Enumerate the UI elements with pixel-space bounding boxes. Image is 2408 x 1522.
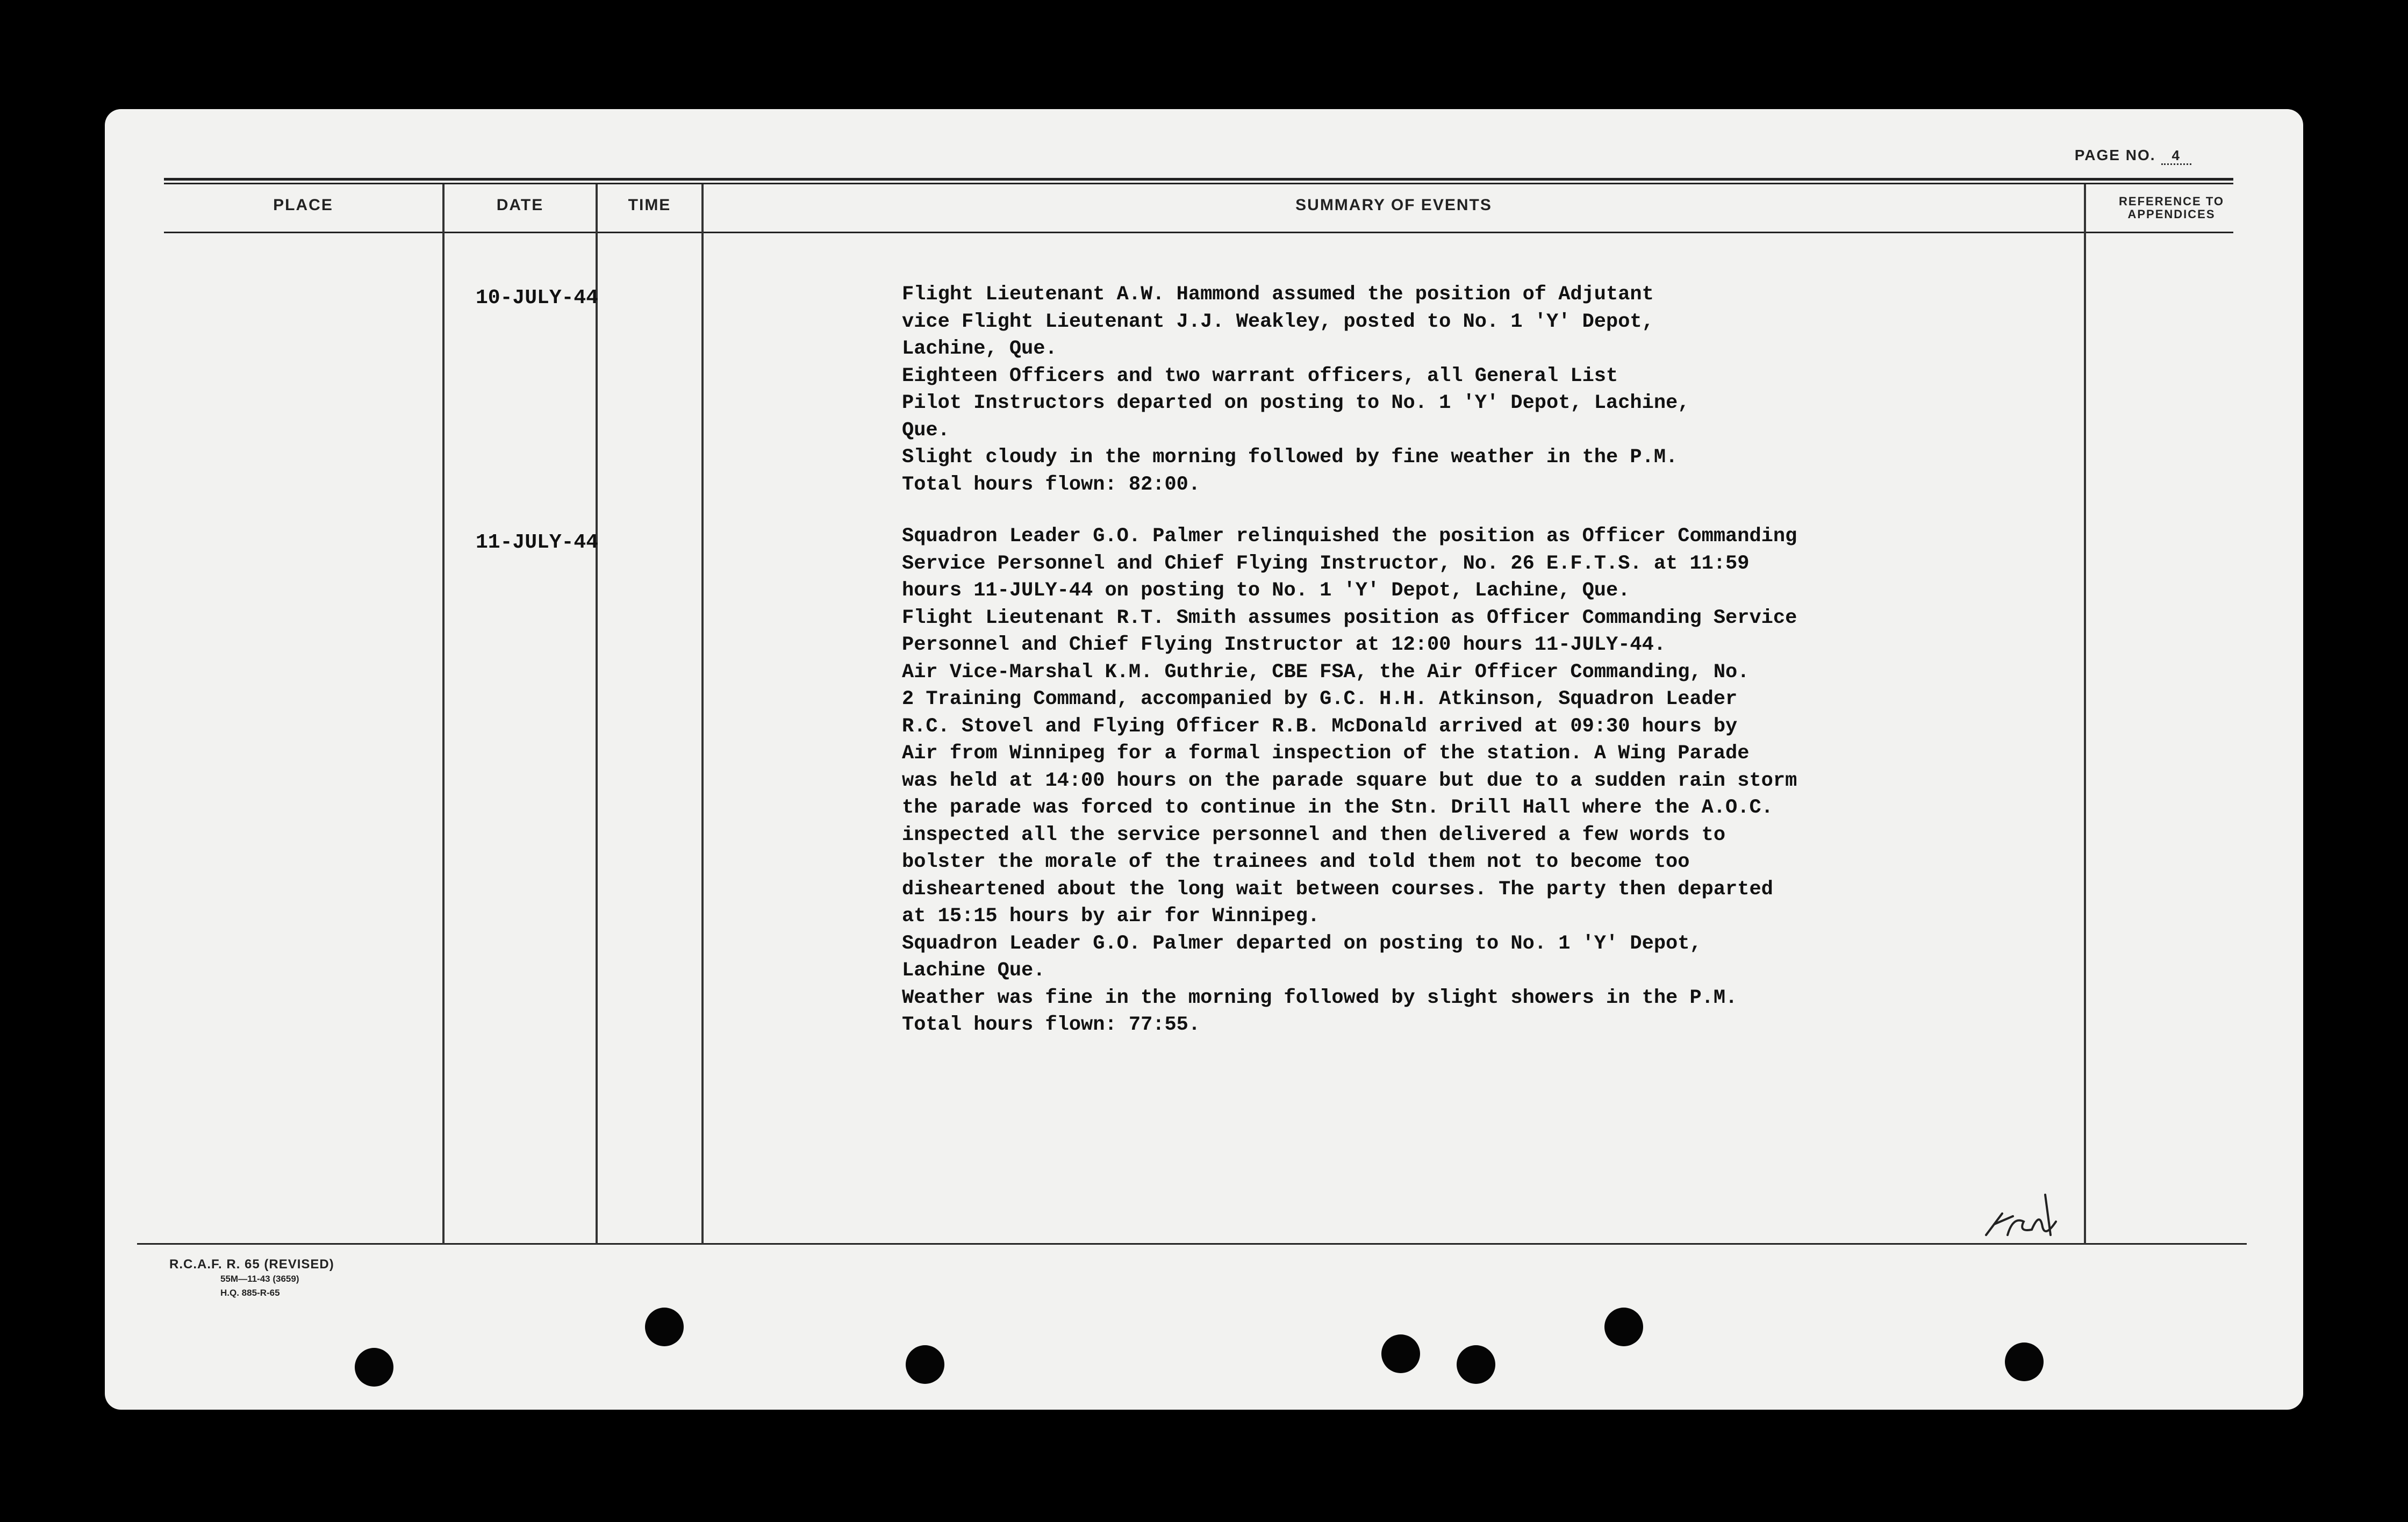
form-number-line: 55M—11-43 (3659) [220, 1274, 299, 1284]
summary-line: Pilot Instructors departed on posting to No. 1 'Y' Depot, Lachine, [902, 392, 1690, 414]
divider-summary-reference [2084, 184, 2086, 1244]
page-number-value: 4 [2161, 147, 2191, 165]
entry-summary [902, 281, 2058, 498]
header-date: DATE [496, 196, 544, 214]
footer-rule [137, 1243, 2247, 1245]
summary-line: at 15:15 hours by air for Winnipeg. [902, 905, 1320, 928]
header-reference: REFERENCE TO APPENDICES [2119, 195, 2224, 221]
page-number [2075, 147, 2191, 164]
divider-time-summary [701, 184, 704, 1244]
divider-date-time [596, 184, 598, 1244]
page-number-label: PAGE NO. [2074, 147, 2156, 163]
summary-line: Flight Lieutenant R.T. Smith assumes position as Officer Commanding Service [902, 606, 1797, 629]
summary-line: Lachine, Que. [902, 338, 1057, 360]
summary-line: Slight cloudy in the morning followed by fine weather in the P.M. [902, 446, 1678, 469]
summary-line: Air Vice-Marshal K.M. Guthrie, CBE FSA, the Air Officer Commanding, No. [902, 661, 1750, 684]
summary-line: Eighteen Officers and two warrant officers, all General List [902, 364, 1618, 387]
entry-summary [902, 523, 2058, 1039]
summary-line: vice Flight Lieutenant J.J. Weakley, posted to No. 1 'Y' Depot, [902, 310, 1654, 333]
summary-line: the parade was forced to continue in the Stn. Drill Hall where the A.O.C. [902, 796, 1773, 819]
punch-hole [355, 1348, 393, 1387]
header-rule-top-2 [164, 183, 2233, 184]
summary-line: Flight Lieutenant A.W. Hammond assumed the position of Adjutant [902, 283, 1654, 306]
punch-hole [1381, 1334, 1420, 1373]
summary-line: was held at 14:00 hours on the parade square but due to a sudden rain storm [902, 769, 1797, 792]
punch-hole [645, 1308, 684, 1346]
form-number-line: R.C.A.F. R. 65 (REVISED) [169, 1257, 334, 1272]
punch-hole [1457, 1345, 1495, 1384]
summary-line: bolster the morale of the trainees and told them not to become too [902, 851, 1690, 873]
form-number [169, 1257, 334, 1300]
punch-hole [1604, 1308, 1643, 1346]
summary-line: Lachine Que. [902, 959, 1045, 982]
summary-line: Weather was fine in the morning followed by slight showers in the P.M. [902, 986, 1738, 1009]
header-summary: SUMMARY OF EVENTS [1295, 196, 1492, 214]
handwritten-initials [1981, 1184, 2067, 1243]
summary-line: Squadron Leader G.O. Palmer departed on posting to No. 1 'Y' Depot, [902, 932, 1702, 955]
summary-line: Service Personnel and Chief Flying Instructor, No. 26 E.F.T.S. at 11:59 [902, 552, 1750, 575]
summary-line: 2 Training Command, accompanied by G.C. H.H. Atkinson, Squadron Leader [902, 688, 1738, 710]
entry-date: 11-JULY-44 [476, 531, 599, 554]
summary-line: R.C. Stovel and Flying Officer R.B. McDonald arrived at 09:30 hours by [902, 715, 1738, 738]
header-time: TIME [628, 196, 671, 214]
summary-line: inspected all the service personnel and then delivered a few words to [902, 823, 1726, 846]
divider-place-date [442, 184, 445, 1244]
summary-line: Total hours flown: 77:55. [902, 1014, 1201, 1036]
summary-line: hours 11-JULY-44 on posting to No. 1 'Y' Depot, Lachine, Que. [902, 579, 1630, 602]
punch-hole [2005, 1342, 2044, 1381]
summary-line: Que. [902, 419, 950, 442]
header-rule-bottom [164, 232, 2233, 233]
summary-line: Air from Winnipeg for a formal inspection of the station. A Wing Parade [902, 742, 1750, 765]
punch-hole [906, 1345, 944, 1384]
summary-line: disheartened about the long wait between courses. The party then departed [902, 878, 1773, 901]
entry-date: 10-JULY-44 [476, 286, 599, 310]
summary-line: Total hours flown: 82:00. [902, 473, 1201, 496]
header-rule-top [164, 178, 2233, 181]
form-number-line: H.Q. 885-R-65 [220, 1288, 280, 1298]
summary-line: Squadron Leader G.O. Palmer relinquished the position as Officer Commanding [902, 525, 1797, 548]
summary-line: Personnel and Chief Flying Instructor at 12:00 hours 11-JULY-44. [902, 634, 1666, 656]
diary-page [105, 109, 2303, 1410]
header-place: PLACE [273, 196, 333, 214]
